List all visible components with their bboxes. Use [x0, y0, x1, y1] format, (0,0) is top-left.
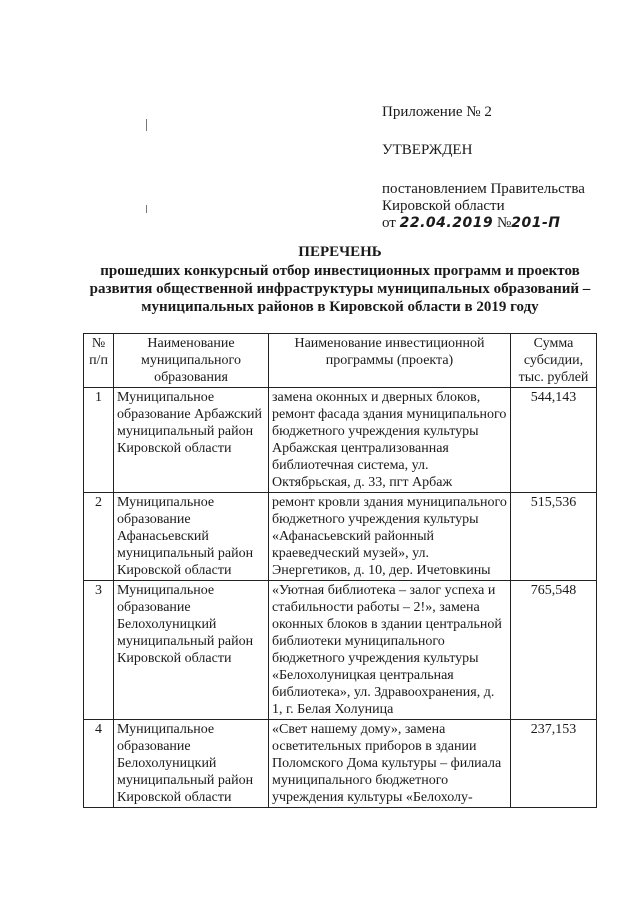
header-num: № п/п [84, 334, 114, 388]
row-program: ремонт кровли здания муниципального бюджетного учреждения культуры «Афанасьевский районный краеведческий музей», ул. Энергетиков, д. 10, дер. Ичетовкины [269, 493, 511, 581]
heading-line-1: прошедших конкурсный отбор инвестиционных программ и проектов [100, 263, 580, 279]
approved-label: УТВЕРЖДЕН [382, 142, 473, 158]
annex-label: Приложение № 2 [382, 104, 492, 120]
row-program: «Свет нашему дому», замена осветительных приборов в здании Поломского Дома культуры – филиала муниципального бюджетного учреждения культуры «Белохолу- [269, 720, 511, 808]
document-heading [60, 243, 620, 316]
row-num: 3 [84, 581, 114, 720]
row-num: 1 [84, 388, 114, 493]
row-municipality: Муниципальное образование Белохолуницкий муниципальный район Кировской области [114, 581, 269, 720]
row-municipality: Муниципальное образование Арбажский муниципальный район Кировской области [114, 388, 269, 493]
row-program: замена оконных и дверных блоков, ремонт фасада здания муниципального бюджетного учреждения культуры Арбажская централизованная библиотечная система, ул. Октябрьская, д. 33, пгт Арбаж [269, 388, 511, 493]
table-row [84, 388, 597, 493]
scan-mark [146, 119, 147, 131]
heading-title: ПЕРЕЧЕНЬ [298, 244, 382, 260]
row-sum: 515,536 [511, 493, 597, 581]
row-sum: 544,143 [511, 388, 597, 493]
header-program: Наименование инвестиционной программы (проекта) [269, 334, 511, 388]
header-municipality: Наименование муниципального образования [114, 334, 269, 388]
table-row [84, 493, 597, 581]
decree-date: 22.04.2019 [399, 215, 494, 231]
table-row [84, 720, 597, 808]
approval-block [382, 104, 585, 232]
heading-line-2: развития общественной инфраструктуры муниципальных образований – [89, 281, 591, 297]
decree-line-3 [382, 215, 585, 232]
heading-line-3: муниципальных районов в Кировской области в 2019 году [141, 299, 539, 315]
decree-from: от [382, 215, 396, 231]
decree-line-1: постановлением Правительства [382, 181, 585, 197]
scan-mark [146, 205, 147, 213]
row-num: 2 [84, 493, 114, 581]
row-program: «Уютная библиотека – залог успеха и стабильности работы – 2!», замена оконных блоков в здании центральной библиотеки муниципального бюджетного учреждения культуры «Белохолуницкая центральная библиотека», ул. Здравоохранения, д. 1, г. Белая Холуница [269, 581, 511, 720]
table-row [84, 581, 597, 720]
decree-line-2: Кировской области [382, 198, 505, 214]
decree-number-label: № [496, 215, 512, 231]
row-municipality: Муниципальное образование Белохолуницкий муниципальный район Кировской области [114, 720, 269, 808]
header-sum: Сумма субсидии, тыс. рублей [511, 334, 597, 388]
table-header-row [84, 334, 597, 388]
decree-number: 201-П [511, 215, 561, 231]
row-municipality: Муниципальное образование Афанасьевский муниципальный район Кировской области [114, 493, 269, 581]
row-sum: 765,548 [511, 581, 597, 720]
row-num: 4 [84, 720, 114, 808]
projects-table [83, 333, 597, 808]
row-sum: 237,153 [511, 720, 597, 808]
